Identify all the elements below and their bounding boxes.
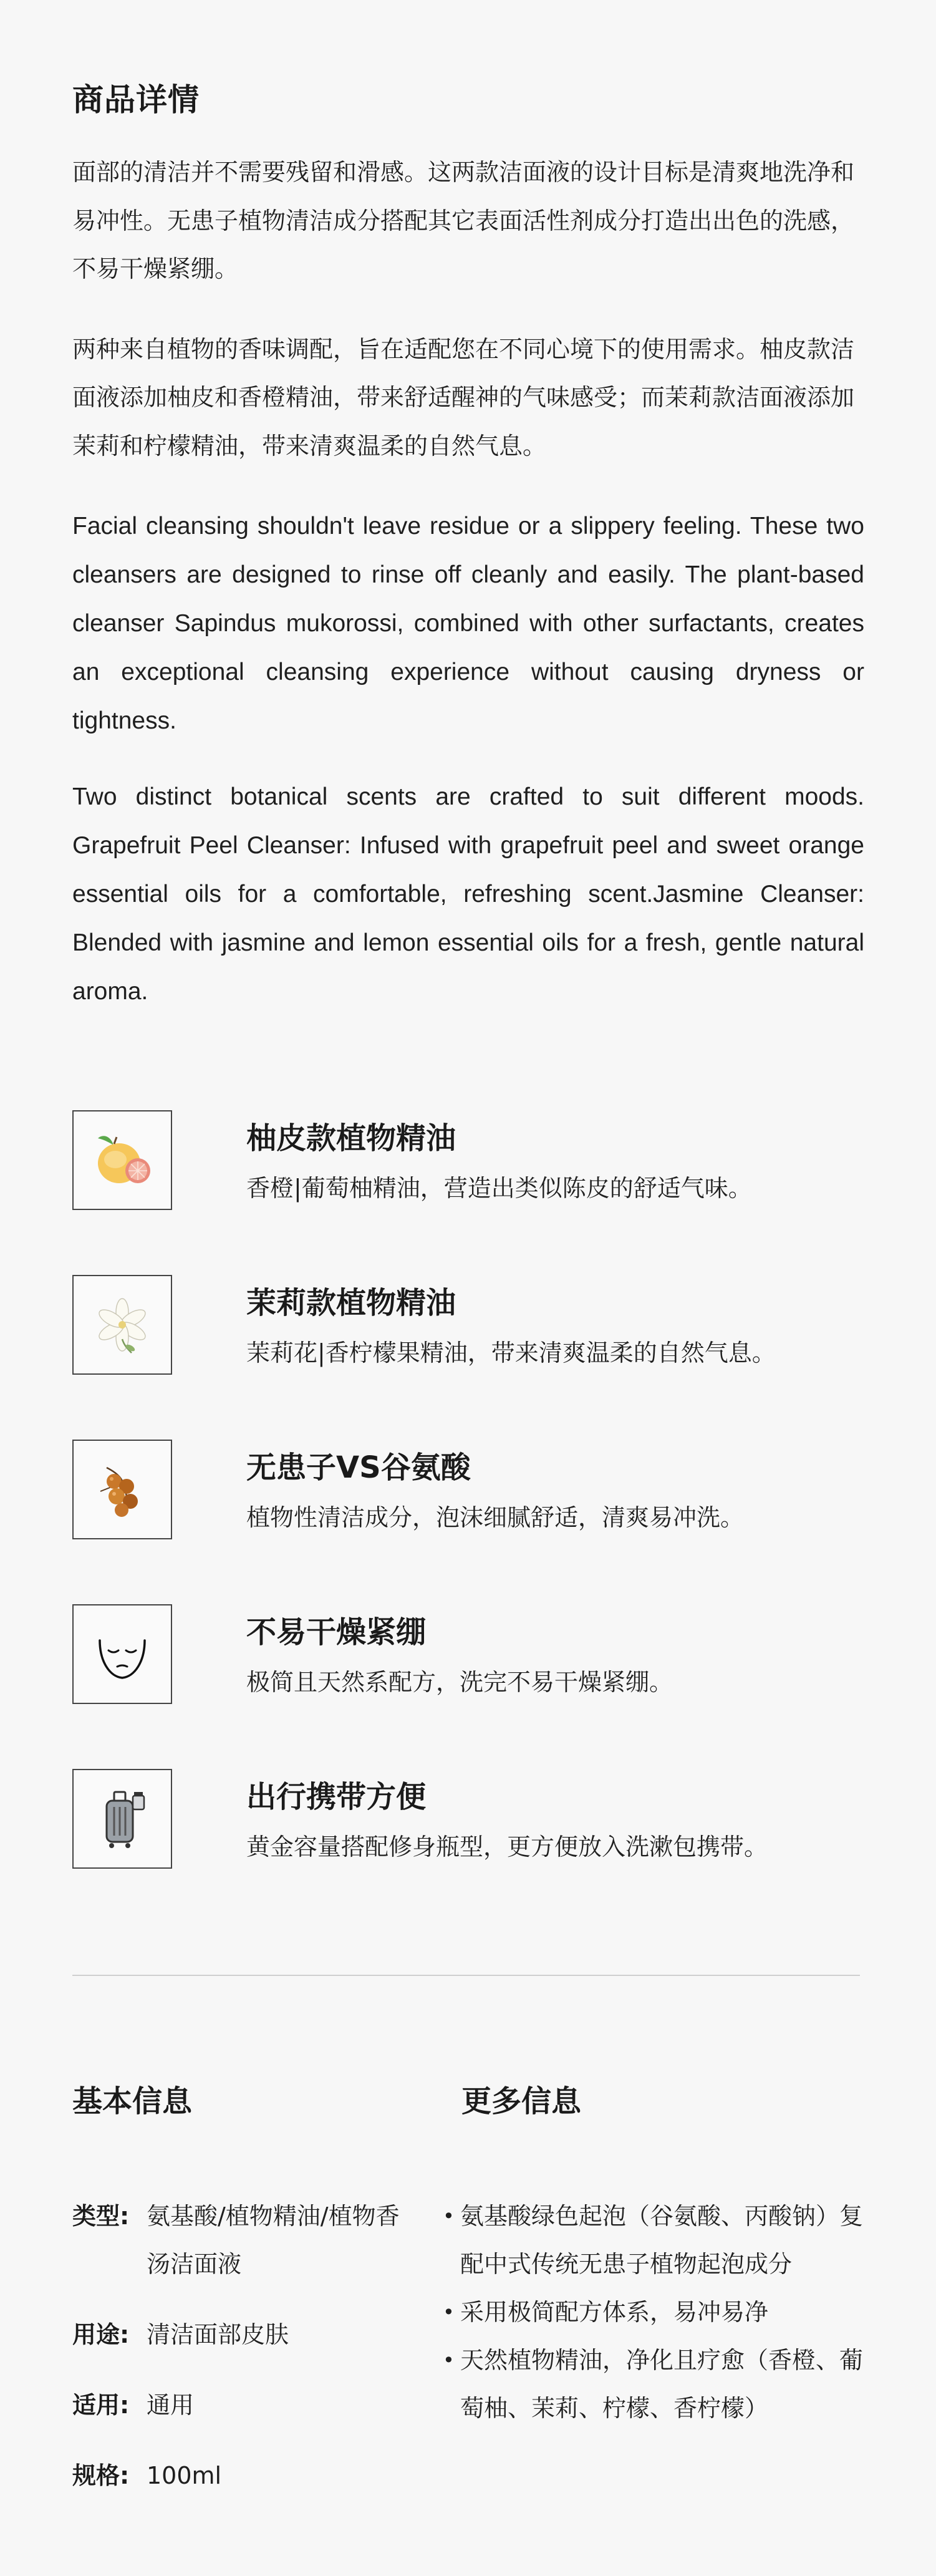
basic-info-value: 清洁面部皮肤: [147, 2321, 289, 2348]
feature-item-face: [72, 1602, 864, 1766]
basic-info-row-spec: [72, 2452, 422, 2500]
feature-description: 极简且天然系配方，洗完不易干燥紧绷。: [246, 1668, 673, 1696]
more-info-item: [440, 2192, 871, 2288]
feature-title: 不易干燥紧绷: [246, 1615, 427, 1650]
grapefruit-icon: [72, 1110, 172, 1210]
feature-title: 茉莉款植物精油: [246, 1286, 456, 1320]
basic-info-key: 适用:: [72, 2391, 130, 2419]
basic-info-value: 100ml: [147, 2462, 222, 2489]
description-paragraph-cn-2: 两种来自植物的香味调配，旨在适配您在不同心境下的使用需求。柚皮款洁面液添加柚皮和香橙精油，带来舒适醒神的气味感受；而茉莉款洁面液添加茉莉和柠檬精油，带来清爽温柔的自然气息。: [72, 335, 855, 460]
basic-info-key: 规格:: [72, 2462, 130, 2489]
basic-info-value: 氨基酸/植物精油/植物香汤洁面液: [147, 2202, 400, 2278]
bullet-icon: •: [443, 2300, 455, 2324]
bullet-icon: •: [443, 2348, 455, 2372]
jasmine-flower-icon: [72, 1275, 172, 1375]
more-info-heading: 更多信息: [461, 2084, 582, 2119]
soapberry-icon: [72, 1440, 172, 1539]
basic-info-value: 通用: [147, 2391, 195, 2419]
feature-description: 茉莉花|香柠檬果精油，带来清爽温柔的自然气息。: [246, 1339, 776, 1367]
basic-info-row-usage: [72, 2311, 422, 2359]
feature-title: 柚皮款植物精油: [246, 1121, 456, 1156]
feature-title: 出行携带方便: [246, 1779, 427, 1814]
feature-list: [72, 1108, 864, 1931]
more-info-item: [440, 2288, 871, 2336]
product-details-heading: 商品详情: [72, 82, 200, 118]
basic-info-row-type: [72, 2192, 422, 2288]
product-description: [72, 148, 864, 1043]
feature-item-jasmine: [72, 1272, 864, 1437]
section-divider: [72, 1975, 860, 1976]
luggage-bottle-icon: [72, 1769, 172, 1869]
more-info-text: 天然植物精油，净化且疗愈（香橙、葡萄柚、茉莉、柠檬、香柠檬）: [460, 2346, 864, 2422]
feature-description: 黄金容量搭配修身瓶型，更方便放入洗漱包携带。: [246, 1833, 768, 1861]
basic-info-key: 用途:: [72, 2321, 130, 2348]
basic-info-key: 类型:: [72, 2202, 130, 2230]
feature-item-grapefruit: [72, 1108, 864, 1272]
basic-info-list: [72, 2192, 422, 2522]
bullet-icon: •: [443, 2204, 455, 2228]
feature-description: 植物性清洁成分，泡沫细腻舒适，清爽易冲洗。: [246, 1504, 745, 1531]
more-info-list: [440, 2192, 871, 2433]
feature-item-travel: [72, 1766, 864, 1931]
more-info-text: 氨基酸绿色起泡（谷氨酸、丙酸钠）复配中式传统无患子植物起泡成分: [460, 2202, 864, 2278]
face-icon: [72, 1604, 172, 1704]
feature-title: 无患子VS谷氨酸: [246, 1450, 471, 1485]
more-info-text: 采用极简配方体系，易冲易净: [460, 2298, 769, 2326]
more-info-item: [440, 2336, 871, 2433]
description-paragraph-en-2: Two distinct botanical scents are crafted to suit different moods. Grapefruit Peel Cleanser: Infused with grapefruit peel and sweet orange essential oils for a comfortable, refreshing scent.Jasmine Cleanser: Blended with jasmine and lemon essential oils for a fresh, gentle natural aroma.: [72, 783, 864, 1005]
feature-item-soapberry: [72, 1437, 864, 1602]
basic-info-heading: 基本信息: [72, 2084, 193, 2119]
description-paragraph-en-1: Facial cleansing shouldn't leave residue or a slippery feeling. These two cleansers are designed to rinse off cleanly and easily. The plant-based cleanser Sapindus mukorossi, combined with other surfactants, creates an exceptional cleansing experience without causing dryness or tightness.: [72, 513, 864, 734]
feature-description: 香橙|葡萄柚精油，营造出类似陈皮的舒适气味。: [246, 1174, 752, 1202]
basic-info-row-suitable: [72, 2381, 422, 2429]
description-paragraph-cn-1: 面部的清洁并不需要残留和滑感。这两款洁面液的设计目标是清爽地洗净和易冲性。无患子植物清洁成分搭配其它表面活性剂成分打造出出色的洗感，不易干燥紧绷。: [72, 158, 855, 283]
